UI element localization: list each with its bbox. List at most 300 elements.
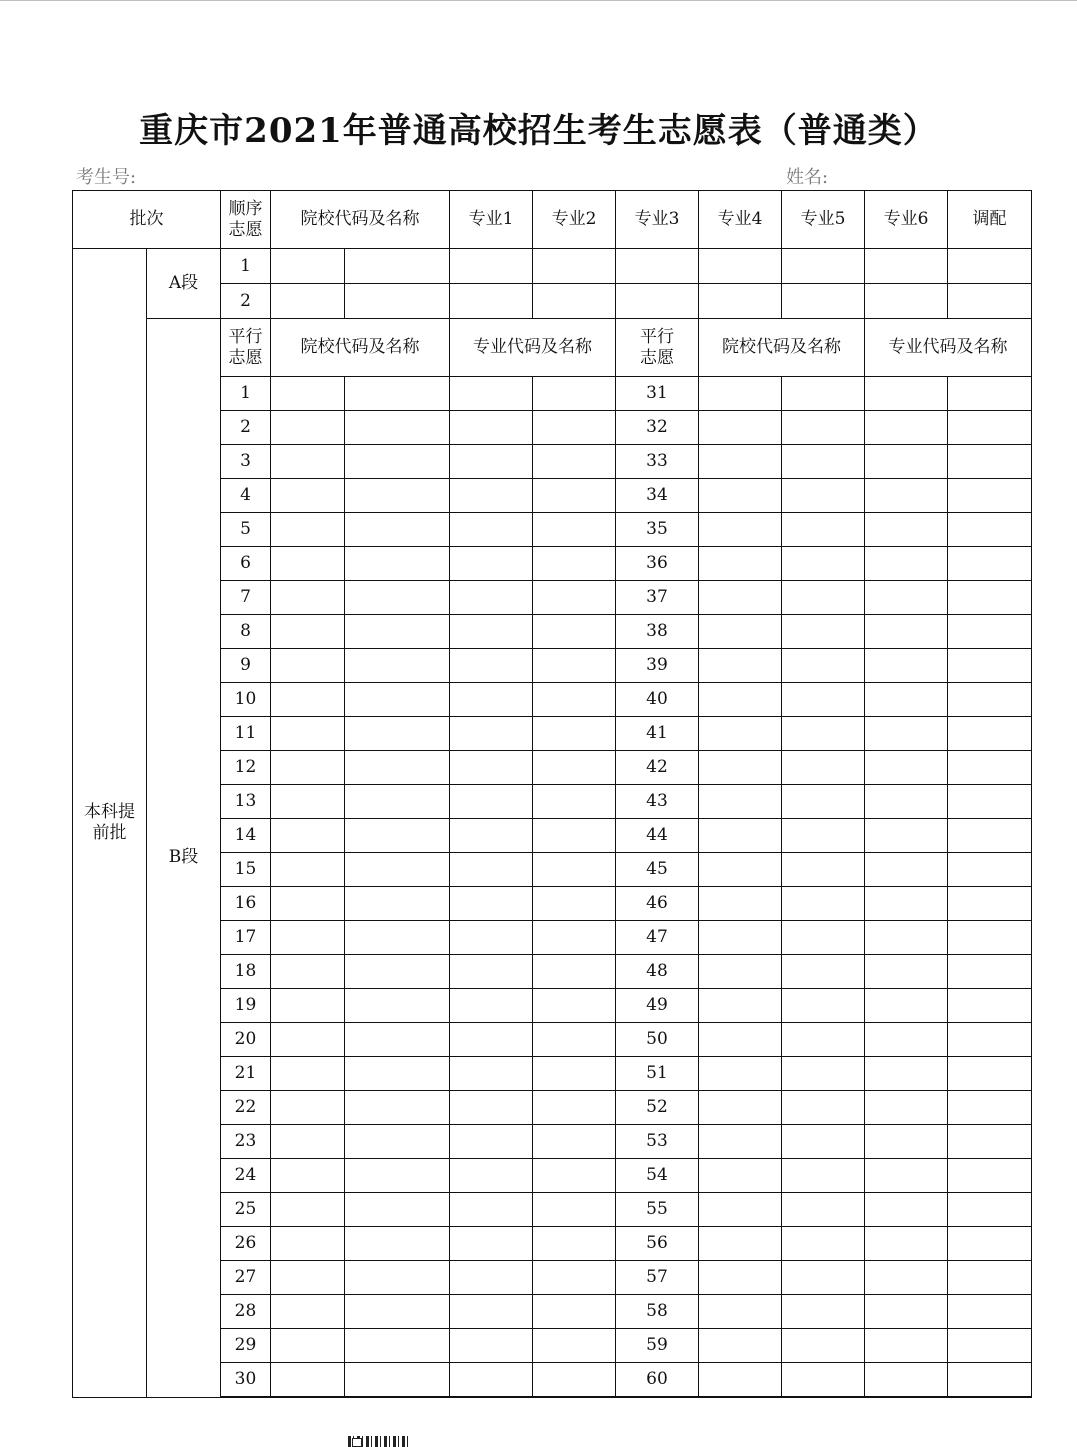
- b-left-major-name-field[interactable]: [533, 955, 616, 989]
- b-left-school-name-field[interactable]: [345, 411, 450, 445]
- b-left-major-code-field[interactable]: [450, 1261, 533, 1295]
- b-left-major-code-field[interactable]: [450, 1023, 533, 1057]
- b-left-number: 10: [221, 683, 271, 717]
- b-right-school-code-field[interactable]: [699, 547, 782, 581]
- b-right-school-code-field[interactable]: [699, 1125, 782, 1159]
- b-right-school-code-field[interactable]: [699, 1295, 782, 1329]
- b-left-major-code-field[interactable]: [450, 1057, 533, 1091]
- a-adjust-field[interactable]: [948, 249, 1032, 284]
- b-left-school-code-field[interactable]: [271, 751, 345, 785]
- b-left-major-code-field[interactable]: [450, 853, 533, 887]
- b-left-school-name-field[interactable]: [345, 819, 450, 853]
- form-title: 重庆市2021年普通高校招生考生志愿表（普通类）: [139, 111, 938, 151]
- b-left-school-code-field[interactable]: [271, 1091, 345, 1125]
- b-left-school-name-field[interactable]: [345, 1261, 450, 1295]
- a-school-name-field[interactable]: [345, 284, 450, 319]
- a-major-5-field[interactable]: [782, 284, 865, 319]
- b-left-major-name-field[interactable]: [533, 819, 616, 853]
- b-left-major-name-field[interactable]: [533, 649, 616, 683]
- b-left-number: 5: [221, 513, 271, 547]
- b-right-major-name-field[interactable]: [948, 581, 1032, 615]
- a-school-code-field[interactable]: [271, 284, 345, 319]
- b-right-major-name-field[interactable]: [948, 1329, 1032, 1363]
- b-left-school-name-field[interactable]: [345, 547, 450, 581]
- b-left-number: 27: [221, 1261, 271, 1295]
- b-right-major-name-field[interactable]: [948, 1363, 1032, 1398]
- b-right-major-name-field[interactable]: [948, 921, 1032, 955]
- a-school-code-field[interactable]: [271, 249, 345, 284]
- a-major-6-field[interactable]: [865, 284, 948, 319]
- b-right-school-code-field[interactable]: [699, 1227, 782, 1261]
- a-major-5-field[interactable]: [782, 249, 865, 284]
- b-right-major-code-field[interactable]: [865, 853, 948, 887]
- b-left-school-code-field[interactable]: [271, 989, 345, 1023]
- b-right-school-name-field[interactable]: [782, 649, 865, 683]
- major-6-header: 专业6: [865, 191, 948, 249]
- b-right-school-code-field[interactable]: [699, 717, 782, 751]
- b-left-school-name-field[interactable]: [345, 1227, 450, 1261]
- b-right-number: 52: [616, 1091, 699, 1125]
- b-right-major-code-field[interactable]: [865, 921, 948, 955]
- a-major-4-field[interactable]: [699, 284, 782, 319]
- b-right-major-name-field[interactable]: [948, 1295, 1032, 1329]
- b-right-school-name-field[interactable]: [782, 955, 865, 989]
- b-right-school-code-field[interactable]: [699, 479, 782, 513]
- b-right-number: 45: [616, 853, 699, 887]
- b-right-major-name-field[interactable]: [948, 377, 1032, 411]
- a-major-6-field[interactable]: [865, 249, 948, 284]
- b-left-school-code-field[interactable]: [271, 955, 345, 989]
- b-right-school-code-field[interactable]: [699, 1261, 782, 1295]
- b-right-school-name-field[interactable]: [782, 445, 865, 479]
- b-left-major-code-field[interactable]: [450, 683, 533, 717]
- b-right-school-code-field[interactable]: [699, 445, 782, 479]
- b-left-major-code-field[interactable]: [450, 717, 533, 751]
- b-left-major-name-field[interactable]: [533, 1091, 616, 1125]
- b-right-school-code-field[interactable]: [699, 377, 782, 411]
- b-right-school-code-field[interactable]: [699, 751, 782, 785]
- b-left-school-code-field[interactable]: [271, 785, 345, 819]
- b-right-school-name-field[interactable]: [782, 1329, 865, 1363]
- b-right-school-name-field[interactable]: [782, 479, 865, 513]
- b-left-school-name-field[interactable]: [345, 887, 450, 921]
- b-left-school-code-field[interactable]: [271, 615, 345, 649]
- b-right-major-name-field[interactable]: [948, 717, 1032, 751]
- b-left-school-name-field[interactable]: [345, 445, 450, 479]
- b-left-major-name-field[interactable]: [533, 581, 616, 615]
- b-left-school-name-field[interactable]: [345, 1125, 450, 1159]
- a-major-3-field[interactable]: [616, 284, 699, 319]
- b-left-major-name-field[interactable]: [533, 989, 616, 1023]
- b-left-school-name-field[interactable]: [345, 853, 450, 887]
- b-left-school-code-field[interactable]: [271, 1125, 345, 1159]
- b-right-school-code-field[interactable]: [699, 683, 782, 717]
- b-right-major-code-field[interactable]: [865, 1295, 948, 1329]
- b-left-school-name-field[interactable]: [345, 513, 450, 547]
- b-left-major-code-field[interactable]: [450, 581, 533, 615]
- b-left-school-name-field[interactable]: [345, 751, 450, 785]
- b-left-school-code-field[interactable]: [271, 411, 345, 445]
- b-right-school-name-field[interactable]: [782, 683, 865, 717]
- b-right-school-code-field[interactable]: [699, 921, 782, 955]
- b-right-major-name-field[interactable]: [948, 989, 1032, 1023]
- b-left-school-code-field[interactable]: [271, 547, 345, 581]
- b-left-school-name-field[interactable]: [345, 921, 450, 955]
- b-left-school-code-field[interactable]: [271, 853, 345, 887]
- b-left-school-code-field[interactable]: [271, 1193, 345, 1227]
- b-right-major-name-field[interactable]: [948, 649, 1032, 683]
- b-left-major-name-field[interactable]: [533, 1295, 616, 1329]
- b-right-school-name-field[interactable]: [782, 1125, 865, 1159]
- a-major-2-field[interactable]: [533, 284, 616, 319]
- b-right-school-code-field[interactable]: [699, 1363, 782, 1398]
- b-major-header-left: 专业代码及名称: [450, 319, 616, 377]
- b-left-school-name-field[interactable]: [345, 1193, 450, 1227]
- b-right-major-name-field[interactable]: [948, 411, 1032, 445]
- a-order-number: 1: [221, 249, 271, 284]
- b-right-school-code-field[interactable]: [699, 649, 782, 683]
- b-left-major-name-field[interactable]: [533, 683, 616, 717]
- b-right-major-name-field[interactable]: [948, 955, 1032, 989]
- parallel-line2: 志愿: [228, 347, 263, 368]
- b-right-school-name-field[interactable]: [782, 1193, 865, 1227]
- b-left-school-name-field[interactable]: [345, 1023, 450, 1057]
- b-left-school-name-field[interactable]: [345, 581, 450, 615]
- b-right-major-code-field[interactable]: [865, 1023, 948, 1057]
- b-left-school-code-field[interactable]: [271, 513, 345, 547]
- b-right-major-name-field[interactable]: [948, 479, 1032, 513]
- student-name-label: 姓名:: [786, 167, 829, 188]
- b-left-major-code-field[interactable]: [450, 513, 533, 547]
- b-left-number: 15: [221, 853, 271, 887]
- b-left-school-code-field[interactable]: [271, 819, 345, 853]
- b-left-school-code-field[interactable]: [271, 1057, 345, 1091]
- b-right-major-code-field[interactable]: [865, 751, 948, 785]
- b-right-school-name-field[interactable]: [782, 1091, 865, 1125]
- b-left-major-name-field[interactable]: [533, 411, 616, 445]
- b-right-major-code-field[interactable]: [865, 615, 948, 649]
- b-right-school-name-field[interactable]: [782, 717, 865, 751]
- b-left-major-name-field[interactable]: [533, 1261, 616, 1295]
- b-right-school-code-field[interactable]: [699, 887, 782, 921]
- b-left-school-name-field[interactable]: [345, 1091, 450, 1125]
- b-left-major-code-field[interactable]: [450, 819, 533, 853]
- a-major-1-field[interactable]: [450, 249, 533, 284]
- b-left-school-name-field[interactable]: [345, 615, 450, 649]
- b-left-school-name-field[interactable]: [345, 1295, 450, 1329]
- b-right-major-code-field[interactable]: [865, 1363, 948, 1398]
- b-left-school-code-field[interactable]: [271, 1363, 345, 1398]
- b-left-major-name-field[interactable]: [533, 1329, 616, 1363]
- b-right-school-name-field[interactable]: [782, 921, 865, 955]
- b-left-number: 23: [221, 1125, 271, 1159]
- section-a-label: A段: [147, 249, 221, 319]
- b-right-major-name-field[interactable]: [948, 615, 1032, 649]
- b-right-major-code-field[interactable]: [865, 479, 948, 513]
- b-left-major-code-field[interactable]: [450, 921, 533, 955]
- b-right-major-code-field[interactable]: [865, 445, 948, 479]
- b-right-school-name-field[interactable]: [782, 1159, 865, 1193]
- b-left-major-name-field[interactable]: [533, 445, 616, 479]
- b-right-major-name-field[interactable]: [948, 1057, 1032, 1091]
- b-right-major-name-field[interactable]: [948, 445, 1032, 479]
- b-left-major-code-field[interactable]: [450, 479, 533, 513]
- b-left-school-code-field[interactable]: [271, 377, 345, 411]
- a-major-1-field[interactable]: [450, 284, 533, 319]
- b-left-major-name-field[interactable]: [533, 615, 616, 649]
- b-left-school-code-field[interactable]: [271, 1261, 345, 1295]
- b-left-school-name-field[interactable]: [345, 955, 450, 989]
- b-left-number: 8: [221, 615, 271, 649]
- b-right-school-name-field[interactable]: [782, 751, 865, 785]
- b-right-school-name-field[interactable]: [782, 1227, 865, 1261]
- b-right-major-code-field[interactable]: [865, 1261, 948, 1295]
- b-left-school-name-field[interactable]: [345, 989, 450, 1023]
- b-right-school-name-field[interactable]: [782, 411, 865, 445]
- b-right-major-name-field[interactable]: [948, 1091, 1032, 1125]
- b-right-major-code-field[interactable]: [865, 785, 948, 819]
- b-left-school-code-field[interactable]: [271, 683, 345, 717]
- b-left-school-name-field[interactable]: [345, 649, 450, 683]
- b-left-school-name-field[interactable]: [345, 1329, 450, 1363]
- b-left-school-name-field[interactable]: [345, 717, 450, 751]
- b-left-major-name-field[interactable]: [533, 1125, 616, 1159]
- b-right-major-name-field[interactable]: [948, 785, 1032, 819]
- b-left-school-code-field[interactable]: [271, 921, 345, 955]
- b-left-major-name-field[interactable]: [533, 1057, 616, 1091]
- b-left-major-name-field[interactable]: [533, 513, 616, 547]
- b-left-major-name-field[interactable]: [533, 751, 616, 785]
- b-left-major-code-field[interactable]: [450, 955, 533, 989]
- b-left-number: 25: [221, 1193, 271, 1227]
- b-left-major-name-field[interactable]: [533, 1023, 616, 1057]
- b-right-major-code-field[interactable]: [865, 887, 948, 921]
- b-right-major-code-field[interactable]: [865, 819, 948, 853]
- b-left-school-code-field[interactable]: [271, 1227, 345, 1261]
- b-left-number: 4: [221, 479, 271, 513]
- b-right-school-name-field[interactable]: [782, 1295, 865, 1329]
- b-right-school-code-field[interactable]: [699, 1057, 782, 1091]
- b-left-number: 14: [221, 819, 271, 853]
- b-right-school-name-field[interactable]: [782, 853, 865, 887]
- b-right-number: 35: [616, 513, 699, 547]
- b-left-school-code-field[interactable]: [271, 1159, 345, 1193]
- b-right-major-name-field[interactable]: [948, 853, 1032, 887]
- b-right-school-name-field[interactable]: [782, 1261, 865, 1295]
- b-left-major-code-field[interactable]: [450, 377, 533, 411]
- b-left-major-name-field[interactable]: [533, 785, 616, 819]
- b-right-school-name-field[interactable]: [782, 785, 865, 819]
- b-left-school-name-field[interactable]: [345, 377, 450, 411]
- b-right-number: 41: [616, 717, 699, 751]
- b-right-major-code-field[interactable]: [865, 547, 948, 581]
- b-left-major-name-field[interactable]: [533, 853, 616, 887]
- b-right-major-code-field[interactable]: [865, 955, 948, 989]
- b-right-major-code-field[interactable]: [865, 989, 948, 1023]
- major-1-header: 专业1: [450, 191, 533, 249]
- b-left-major-code-field[interactable]: [450, 785, 533, 819]
- b-left-major-code-field[interactable]: [450, 1091, 533, 1125]
- b-left-major-code-field[interactable]: [450, 649, 533, 683]
- b-left-school-name-field[interactable]: [345, 1057, 450, 1091]
- b-right-school-code-field[interactable]: [699, 1159, 782, 1193]
- a-adjust-field[interactable]: [948, 284, 1032, 319]
- b-right-major-name-field[interactable]: [948, 751, 1032, 785]
- b-right-school-code-field[interactable]: [699, 411, 782, 445]
- b-right-major-code-field[interactable]: [865, 581, 948, 615]
- b-right-school-code-field[interactable]: [699, 513, 782, 547]
- b-right-major-name-field[interactable]: [948, 887, 1032, 921]
- b-left-school-name-field[interactable]: [345, 683, 450, 717]
- header-row: [73, 191, 1032, 249]
- order-header: [221, 191, 271, 249]
- a-major-3-field[interactable]: [616, 249, 699, 284]
- b-left-major-name-field[interactable]: [533, 1159, 616, 1193]
- b-right-major-name-field[interactable]: [948, 547, 1032, 581]
- b-right-number: 53: [616, 1125, 699, 1159]
- b-left-major-code-field[interactable]: [450, 1329, 533, 1363]
- b-right-number: 59: [616, 1329, 699, 1363]
- b-left-major-name-field[interactable]: [533, 921, 616, 955]
- b-left-major-code-field[interactable]: [450, 1159, 533, 1193]
- b-left-school-name-field[interactable]: [345, 479, 450, 513]
- b-right-major-code-field[interactable]: [865, 649, 948, 683]
- b-left-major-name-field[interactable]: [533, 1227, 616, 1261]
- b-right-school-name-field[interactable]: [782, 1057, 865, 1091]
- b-right-major-code-field[interactable]: [865, 1057, 948, 1091]
- b-left-major-code-field[interactable]: [450, 1193, 533, 1227]
- b-right-major-code-field[interactable]: [865, 1159, 948, 1193]
- b-right-major-name-field[interactable]: [948, 683, 1032, 717]
- b-left-major-name-field[interactable]: [533, 377, 616, 411]
- b-right-school-code-field[interactable]: [699, 819, 782, 853]
- b-left-school-code-field[interactable]: [271, 717, 345, 751]
- b-right-school-name-field[interactable]: [782, 1023, 865, 1057]
- b-left-number: 24: [221, 1159, 271, 1193]
- b-right-major-code-field[interactable]: [865, 1227, 948, 1261]
- page-top-border: [0, 0, 1077, 1]
- b-right-major-name-field[interactable]: [948, 1023, 1032, 1057]
- b-right-major-name-field[interactable]: [948, 819, 1032, 853]
- b-left-major-code-field[interactable]: [450, 547, 533, 581]
- b-left-school-code-field[interactable]: [271, 479, 345, 513]
- b-right-school-code-field[interactable]: [699, 615, 782, 649]
- b-left-school-code-field[interactable]: [271, 649, 345, 683]
- b-right-school-name-field[interactable]: [782, 819, 865, 853]
- b-right-school-name-field[interactable]: [782, 547, 865, 581]
- b-right-school-name-field[interactable]: [782, 615, 865, 649]
- b-right-major-code-field[interactable]: [865, 1091, 948, 1125]
- b-right-school-code-field[interactable]: [699, 1329, 782, 1363]
- b-right-major-code-field[interactable]: [865, 717, 948, 751]
- b-left-number: 12: [221, 751, 271, 785]
- a-school-name-field[interactable]: [345, 249, 450, 284]
- b-right-major-code-field[interactable]: [865, 1125, 948, 1159]
- b-left-major-code-field[interactable]: [450, 751, 533, 785]
- b-right-school-code-field[interactable]: [699, 1023, 782, 1057]
- b-left-number: 18: [221, 955, 271, 989]
- b-right-number: 42: [616, 751, 699, 785]
- b-left-major-name-field[interactable]: [533, 479, 616, 513]
- b-right-school-name-field[interactable]: [782, 513, 865, 547]
- b-left-major-code-field[interactable]: [450, 1363, 533, 1398]
- b-left-school-name-field[interactable]: [345, 1159, 450, 1193]
- b-right-major-code-field[interactable]: [865, 1193, 948, 1227]
- b-right-school-name-field[interactable]: [782, 989, 865, 1023]
- b-right-major-code-field[interactable]: [865, 683, 948, 717]
- b-right-school-code-field[interactable]: [699, 1193, 782, 1227]
- a-major-2-field[interactable]: [533, 249, 616, 284]
- b-right-school-name-field[interactable]: [782, 377, 865, 411]
- b-parallel-header-right: [616, 319, 699, 377]
- b-left-school-code-field[interactable]: [271, 1295, 345, 1329]
- b-left-major-code-field[interactable]: [450, 445, 533, 479]
- b-right-number: 38: [616, 615, 699, 649]
- b-right-major-name-field[interactable]: [948, 1261, 1032, 1295]
- b-left-major-name-field[interactable]: [533, 1193, 616, 1227]
- b-right-major-code-field[interactable]: [865, 377, 948, 411]
- b-left-school-code-field[interactable]: [271, 445, 345, 479]
- b-left-school-name-field[interactable]: [345, 1363, 450, 1398]
- b-right-major-name-field[interactable]: [948, 513, 1032, 547]
- b-right-number: 49: [616, 989, 699, 1023]
- b-left-number: 30: [221, 1363, 271, 1398]
- b-right-school-code-field[interactable]: [699, 1091, 782, 1125]
- b-left-school-code-field[interactable]: [271, 1023, 345, 1057]
- b-left-number: 2: [221, 411, 271, 445]
- b-left-school-code-field[interactable]: [271, 581, 345, 615]
- b-right-school-code-field[interactable]: [699, 581, 782, 615]
- b-right-number: 57: [616, 1261, 699, 1295]
- b-left-major-name-field[interactable]: [533, 547, 616, 581]
- major-4-header: 专业4: [699, 191, 782, 249]
- batch-name-line2: 前批: [92, 822, 127, 843]
- b-left-major-code-field[interactable]: [450, 1295, 533, 1329]
- b-left-major-code-field[interactable]: [450, 615, 533, 649]
- b-right-major-name-field[interactable]: [948, 1227, 1032, 1261]
- b-left-school-name-field[interactable]: [345, 785, 450, 819]
- b-left-major-code-field[interactable]: [450, 887, 533, 921]
- b-right-school-name-field[interactable]: [782, 581, 865, 615]
- b-left-major-code-field[interactable]: [450, 1125, 533, 1159]
- b-right-major-code-field[interactable]: [865, 513, 948, 547]
- b-right-major-code-field[interactable]: [865, 1329, 948, 1363]
- b-right-school-code-field[interactable]: [699, 853, 782, 887]
- a-major-4-field[interactable]: [699, 249, 782, 284]
- b-right-major-name-field[interactable]: [948, 1193, 1032, 1227]
- b-left-major-code-field[interactable]: [450, 1227, 533, 1261]
- b-left-school-code-field[interactable]: [271, 1329, 345, 1363]
- b-left-school-code-field[interactable]: [271, 887, 345, 921]
- b-right-number: 56: [616, 1227, 699, 1261]
- b-right-number: 48: [616, 955, 699, 989]
- b-right-major-code-field[interactable]: [865, 411, 948, 445]
- b-left-major-code-field[interactable]: [450, 411, 533, 445]
- b-right-major-name-field[interactable]: [948, 1125, 1032, 1159]
- b-left-major-name-field[interactable]: [533, 717, 616, 751]
- b-right-school-code-field[interactable]: [699, 989, 782, 1023]
- b-right-school-name-field[interactable]: [782, 887, 865, 921]
- b-right-school-code-field[interactable]: [699, 785, 782, 819]
- b-right-major-name-field[interactable]: [948, 1159, 1032, 1193]
- b-left-major-name-field[interactable]: [533, 887, 616, 921]
- b-left-major-name-field[interactable]: [533, 1363, 616, 1398]
- order-header-line2: 志愿: [228, 219, 263, 240]
- batch-header: 批次: [73, 191, 221, 249]
- b-left-major-code-field[interactable]: [450, 989, 533, 1023]
- b-right-school-name-field[interactable]: [782, 1363, 865, 1398]
- b-right-school-code-field[interactable]: [699, 955, 782, 989]
